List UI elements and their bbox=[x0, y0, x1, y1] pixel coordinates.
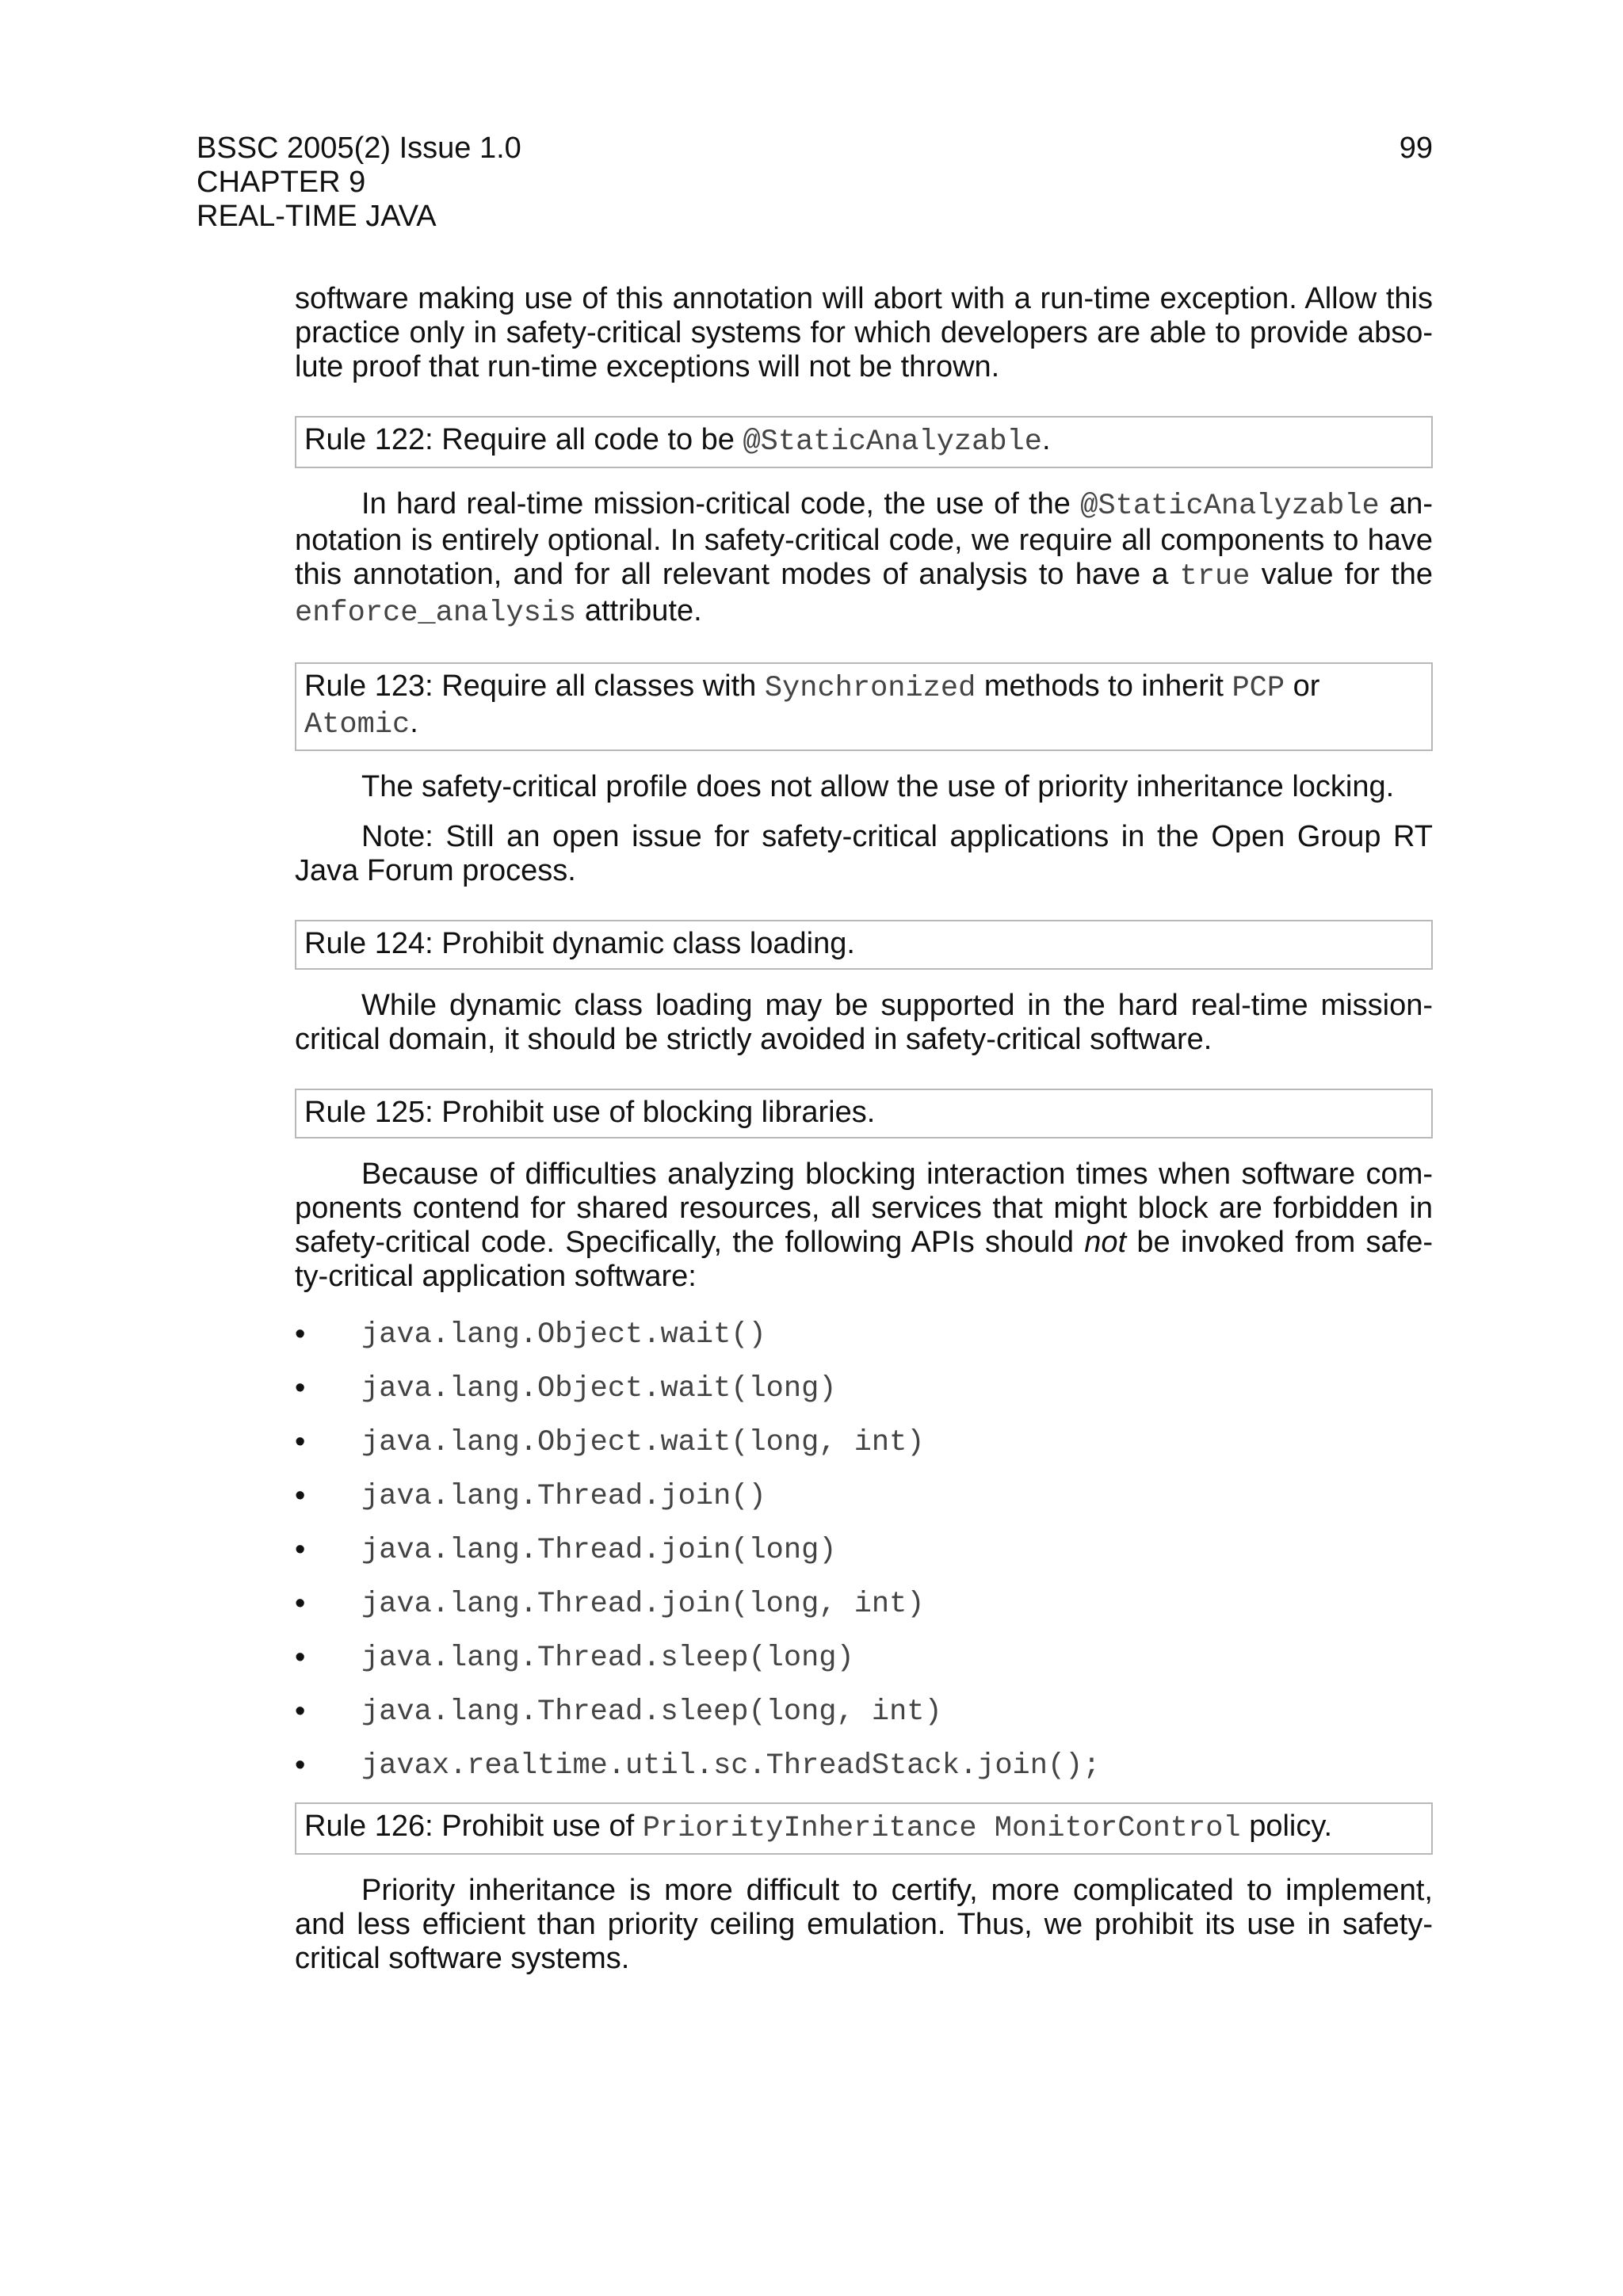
bullet-icon: • bbox=[295, 1695, 306, 1728]
list-item bbox=[295, 1479, 1433, 1533]
rule-125-box bbox=[295, 1089, 1433, 1138]
rule-124-paragraph: While dynamic class loading may be supported in the hard real-time mission-critical domain, it should be strictly avoided in safety-critical software. bbox=[295, 989, 1433, 1056]
bullet-icon: • bbox=[295, 1318, 306, 1351]
bullet-icon: • bbox=[295, 1533, 306, 1566]
list-item bbox=[295, 1641, 1433, 1695]
rule-126-box: Rule 126: Prohibit use of PriorityInheritance MonitorControl policy. bbox=[295, 1802, 1433, 1855]
api-name: java.lang.Thread.join() bbox=[361, 1480, 766, 1513]
page-header bbox=[197, 132, 1433, 234]
list-item bbox=[295, 1533, 1433, 1587]
rule-123-text: Rule 123: Require all classes with bbox=[304, 669, 765, 703]
rule-122-code: @StaticAnalyzable bbox=[743, 425, 1042, 459]
api-name: java.lang.Object.wait(long) bbox=[361, 1372, 837, 1405]
bullet-icon: • bbox=[295, 1371, 306, 1405]
rule-123-box: Rule 123: Require all classes with Synchronized methods to inherit PCP or Atomic. bbox=[295, 662, 1433, 751]
page-number: 99 bbox=[1399, 132, 1433, 165]
rule-122-box: Rule 122: Require all code to be @StaticAnalyzable. bbox=[295, 416, 1433, 468]
bullet-icon: • bbox=[295, 1479, 306, 1512]
rule-126-paragraph: Priority inheritance is more difficult to certify, more complicated to implement, and less efficient than priority ceiling emulation. Thus, we prohibit its use in safety-critical software systems. bbox=[295, 1874, 1433, 1975]
intro-paragraph: software making use of this annotation will abort with a run-time exception. Allow this practice only in safety-critical systems for which developers are able to provide abso-lute proof that run-time exceptions will not be thrown. bbox=[295, 282, 1433, 383]
list-item bbox=[295, 1749, 1433, 1802]
rule-124-text: Rule 124: Prohibit dynamic class loading. bbox=[304, 927, 855, 960]
chapter-title: REAL-TIME JAVA bbox=[197, 200, 437, 233]
priority-inheritance-code: PriorityInheritance MonitorControl bbox=[642, 1812, 1241, 1845]
rule-125-paragraph: Because of difficulties analyzing blocking interaction times when software com-ponents contend for shared resources, all services that might block are forbidden in safety-critical code. Specifically, the following APIs should not be invoked from safe-ty-critical application software: bbox=[295, 1158, 1433, 1293]
document-id: BSSC 2005(2) Issue 1.0 bbox=[197, 132, 521, 165]
list-item bbox=[295, 1318, 1433, 1371]
emphasis-not: not bbox=[1084, 1226, 1127, 1259]
true-code: true bbox=[1179, 560, 1251, 593]
bullet-icon: • bbox=[295, 1425, 306, 1459]
bullet-icon: • bbox=[295, 1749, 306, 1782]
api-name: java.lang.Object.wait() bbox=[361, 1318, 766, 1352]
api-name: java.lang.Thread.sleep(long) bbox=[361, 1642, 854, 1675]
chapter-number: CHAPTER 9 bbox=[197, 166, 366, 199]
page-body bbox=[295, 282, 1433, 1976]
api-name: javax.realtime.util.sc.ThreadStack.join(); bbox=[361, 1749, 1101, 1783]
rule-123-note: Note: Still an open issue for safety-critical applications in the Open Group RT Java Forum process. bbox=[295, 820, 1433, 887]
enforce-analysis-code: enforce_analysis bbox=[295, 597, 577, 630]
bullet-icon: • bbox=[295, 1641, 306, 1674]
list-item bbox=[295, 1425, 1433, 1479]
rule-123-paragraph: The safety-critical profile does not allow the use of priority inheritance locking. bbox=[361, 770, 1395, 803]
pcp-code: PCP bbox=[1232, 672, 1285, 705]
rule-122-text: Rule 122: Require all code to be bbox=[304, 423, 743, 456]
api-name: java.lang.Thread.sleep(long, int) bbox=[361, 1695, 942, 1729]
synchronized-code: Synchronized bbox=[764, 672, 976, 705]
blocking-api-list bbox=[295, 1318, 1433, 1802]
list-item bbox=[295, 1587, 1433, 1641]
rule-126-text: Rule 126: Prohibit use of bbox=[304, 1810, 643, 1843]
atomic-code: Atomic bbox=[304, 708, 411, 742]
list-item bbox=[295, 1695, 1433, 1749]
rule-122-paragraph: In hard real-time mission-critical code, the use of the @StaticAnalyzable an-notation is entirely optional. In safety-critical code, we require all components to have this annotation, and for all relevant modes of analysis to have a true value for the enforce_analysis attribute. bbox=[295, 487, 1434, 630]
api-name: java.lang.Thread.join(long) bbox=[361, 1534, 837, 1567]
rule-124-box bbox=[295, 920, 1433, 970]
static-analyzable-code: @StaticAnalyzable bbox=[1080, 490, 1380, 523]
api-name: java.lang.Object.wait(long, int) bbox=[361, 1426, 925, 1459]
list-item bbox=[295, 1371, 1433, 1425]
bullet-icon: • bbox=[295, 1587, 306, 1620]
api-name: java.lang.Thread.join(long, int) bbox=[361, 1588, 925, 1621]
rule-125-text: Rule 125: Prohibit use of blocking libraries. bbox=[304, 1096, 876, 1129]
